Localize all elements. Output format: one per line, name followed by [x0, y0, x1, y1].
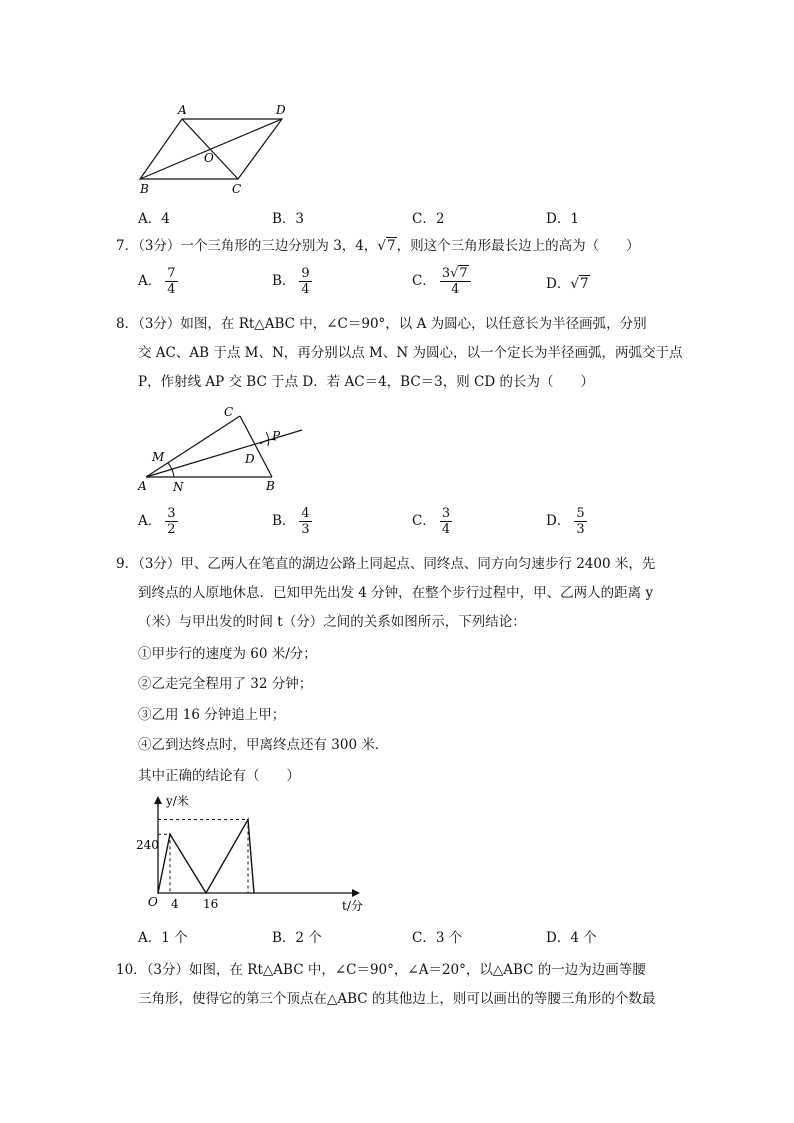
- q9-option-c: C．3 个: [412, 930, 463, 946]
- y-axis-arrow: [154, 796, 162, 804]
- q10-line-1: 10．（3分）如图，在 Rt△ABC 中，∠C＝90°，∠A＝20°，以△ABC 的一边为边画等腰: [116, 962, 646, 978]
- distance-time-chart: [130, 790, 380, 920]
- q9-conclusion-1: ①甲步行的速度为 60 米/分；: [138, 646, 317, 662]
- q8-line-3: P，作射线 AP 交 BC 于点 D．若 AC＝4，BC＝3，则 CD 的长为（ ）: [138, 374, 594, 390]
- fig6-label-d: D: [276, 103, 286, 117]
- fig8-label-p: P: [272, 429, 281, 443]
- x-axis-arrow: [352, 889, 360, 897]
- fig6-label-o: O: [204, 151, 214, 165]
- q9-conclusion-4: ④乙到达终点时，甲离终点还有 300 米．: [138, 737, 389, 753]
- q8-option-b: B． $\frac{4}{3}$: [272, 506, 310, 537]
- q8-line-1: 8．（3分）如图，在 Rt△ABC 中，∠C＝90°，以 A 为圆心，以任意长为半径画弧，分别: [116, 316, 647, 332]
- q7-option-b: B． $\frac{9}{4}$: [272, 266, 310, 297]
- q8-option-c: C． $\frac{3}{4}$: [412, 506, 451, 537]
- q6-option-c: C．2: [412, 211, 445, 227]
- q7-option-c: C． $\frac{3√7}{4}$: [412, 266, 471, 297]
- origin-label: O: [148, 895, 158, 909]
- q8-option-d: D． $\frac{5}{3}$: [546, 506, 585, 537]
- q9-conclusion-2: ②乙走完全程用了 32 分钟；: [138, 676, 313, 692]
- fig8-label-c: C: [224, 405, 234, 419]
- q6-option-d: D．1: [546, 211, 579, 227]
- q7-option-d: D．√7: [546, 276, 589, 292]
- q8-option-a: A． $\frac{3}{2}$: [138, 506, 176, 537]
- q7-sqrt: √7: [377, 238, 396, 254]
- fig8-label-a: A: [138, 479, 147, 493]
- q9-option-b: B．2 个: [272, 930, 322, 946]
- q9-question: 其中正确的结论有（ ）: [138, 768, 300, 784]
- x-tick-label: 16: [203, 897, 219, 911]
- fig8-label-m: M: [152, 450, 165, 464]
- y-axis-label: y/米: [166, 794, 189, 808]
- triangle-figure: [132, 400, 312, 496]
- q7-option-a: A． $\frac{7}{4}$: [138, 266, 176, 297]
- q10-line-2: 三角形，使得它的第三个顶点在△ABC 的其他边上，则可以画出的等腰三角形的个数最: [138, 991, 656, 1007]
- q9-line-1: 9．（3分）甲、乙两人在笔直的湖边公路上同起点、同终点、同方向匀速步行 2400 米，先: [116, 556, 656, 572]
- x-tick-label: 4: [171, 897, 179, 911]
- fig6-label-b: B: [140, 182, 149, 196]
- distance-line: [158, 820, 254, 894]
- q9-line-2: 到终点的人原地休息．已知甲先出发 4 分钟，在整个步行过程中，甲、乙两人的距离 y: [138, 585, 654, 601]
- q9-line-3: （米）与甲出发的时间 t（分）之间的关系如图所示，下列结论：: [138, 614, 526, 630]
- q9-option-a: A．1 个: [138, 930, 188, 946]
- q9-conclusion-3: ③乙用 16 分钟追上甲；: [138, 707, 286, 723]
- x-axis-label: t/分: [342, 899, 363, 913]
- q7-stem: [116, 236, 640, 256]
- fig8-label-n: N: [173, 480, 184, 494]
- fig8-label-b: B: [266, 479, 275, 493]
- q7-text-after: ，则这个三角形最长边上的高为（ ）: [396, 238, 640, 254]
- fig6-label-c: C: [232, 182, 242, 196]
- q6-option-a: A．4: [138, 211, 170, 227]
- q6-option-b: B．3: [272, 211, 305, 227]
- fig6-label-a: A: [178, 103, 187, 117]
- q7-text-before: 7．（3分）一个三角形的三边分别为 3，4，: [116, 238, 378, 254]
- y-tick-label: 240: [136, 838, 159, 852]
- q8-line-2: 交 AC、AB 于点 M、N，再分别以点 M、N 为圆心，以一个定长为半径画弧，两弧交于点: [138, 345, 683, 361]
- parallelogram-figure: [130, 100, 310, 200]
- q9-option-d: D．4 个: [546, 930, 597, 946]
- fig8-label-d: D: [245, 452, 255, 466]
